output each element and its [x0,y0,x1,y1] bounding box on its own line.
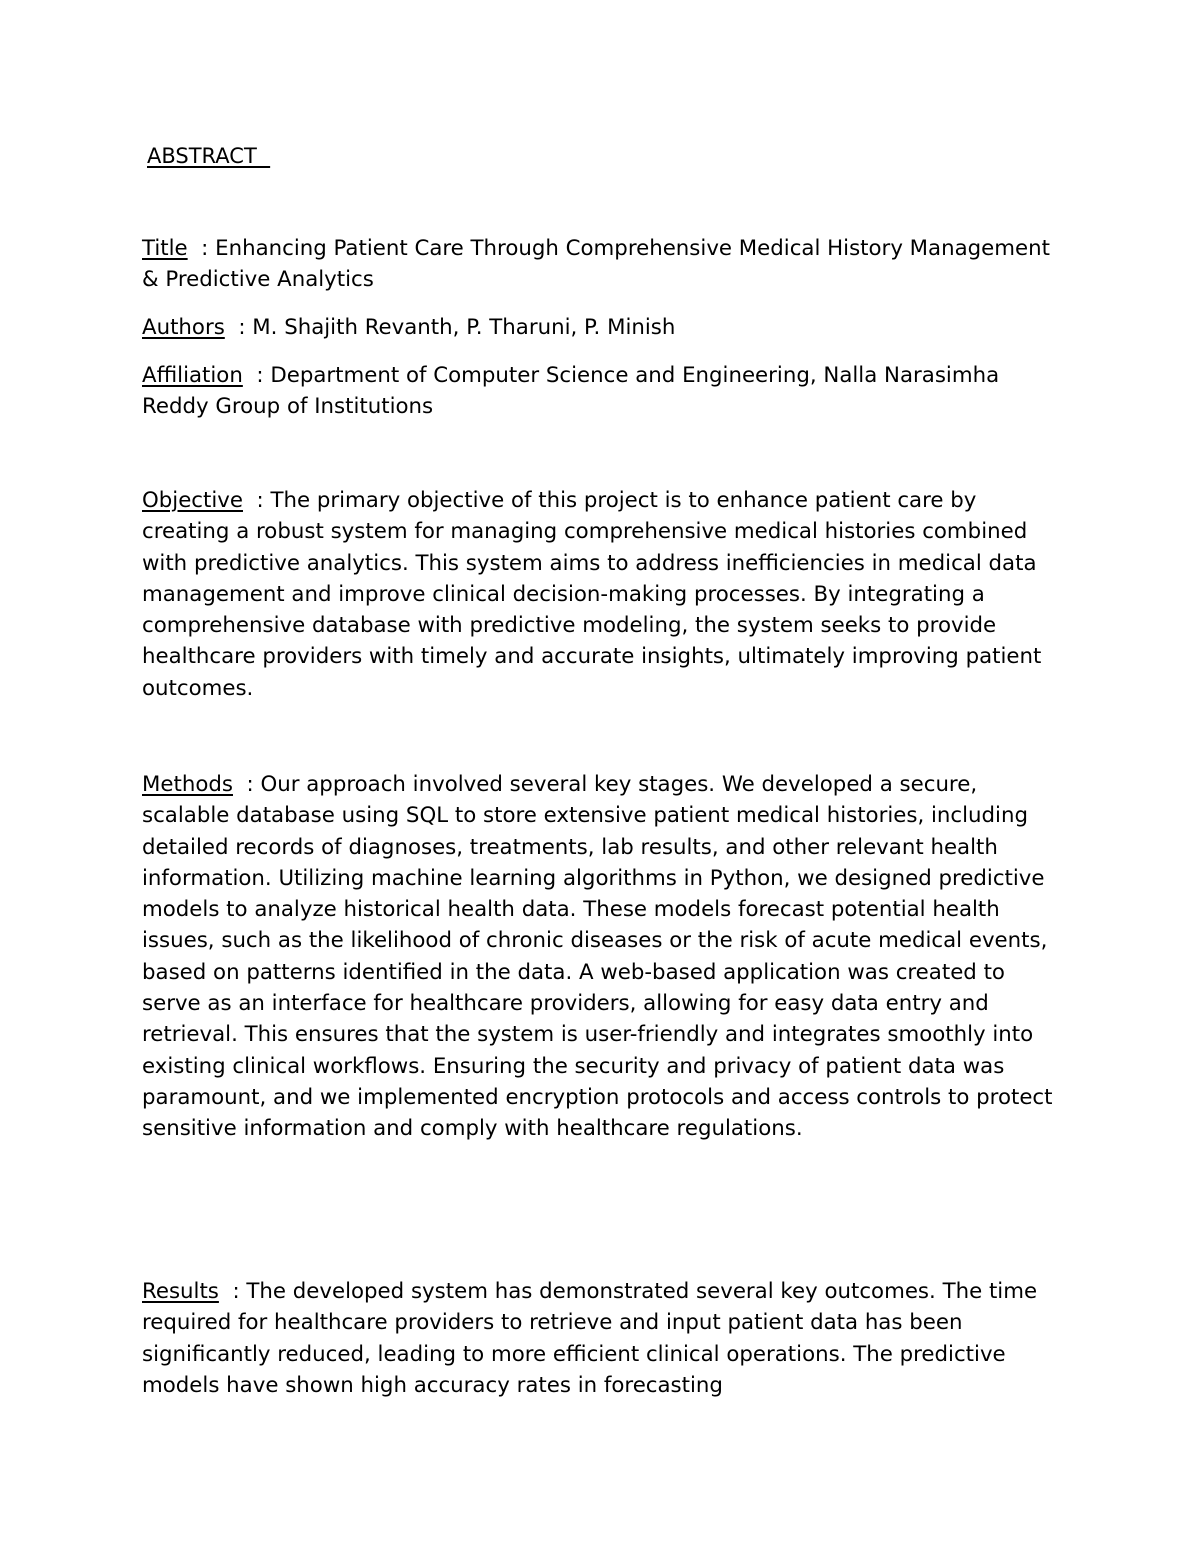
objective-label: Objective [142,488,243,513]
authors-field [142,312,1062,343]
methods-section [142,769,1062,1145]
title-separator: : [187,236,216,261]
authors-label: Authors [142,315,225,340]
results-separator: : [218,1279,247,1304]
affiliation-field [142,360,1062,423]
affiliation-separator: : [242,363,271,388]
authors-separator: : [224,315,253,340]
affiliation-text: Department of Computer Science and Engineering, Nalla Narasimha Reddy Group of Institutions [142,363,1000,420]
results-section [142,1276,1062,1401]
methods-text: Our approach involved several key stages. We developed a secure, scalable database using SQL to store extensive patient medical histories, including detailed records of diagnoses, treatments, lab results, and other relevant health information. Utilizing machine learning algorithms in Python, we designed predictive models to analyze historical health data. These models forecast potential health issues, such as the likelihood of chronic diseases or the risk of acute medical events, based on patterns identified in the data. A web-based application was created to serve as an interface for healthcare providers, allowing for easy data entry and retrieval. This ensures that the system is user-friendly and integrates smoothly into existing clinical workflows. Ensuring the security and privacy of patient data was paramount, and we implemented encryption protocols and access controls to protect sensitive information and comply with healthcare regulations. [142,772,1053,1142]
methods-separator: : [232,772,261,797]
results-text: The developed system has demonstrated several key outcomes. The time required for healthcare providers to retrieve and input patient data has been significantly reduced, leading to more efficient clinical operations. The predictive models have shown high accuracy rates in forecasting [142,1279,1038,1398]
title-label: Title [142,236,188,261]
results-label: Results [142,1279,219,1304]
objective-text: The primary objective of this project is to enhance patient care by creating a robust system for managing comprehensive medical histories combined with predictive analytics. This system aims to address inefficiencies in medical data management and improve clinical decision-making processes. By integrating a comprehensive database with predictive modeling, the system seeks to provide healthcare providers with timely and accurate insights, ultimately improving patient outcomes. [142,488,1042,701]
affiliation-label: Affiliation [142,363,243,388]
abstract-heading: ABSTRACT [147,144,271,168]
title-text: Enhancing Patient Care Through Comprehensive Medical History Management & Predictive Analytics [142,236,1050,293]
objective-section [142,485,1062,704]
authors-text: M. Shajith Revanth, P. Tharuni, P. Minish [252,315,676,340]
objective-separator: : [242,488,271,513]
methods-label: Methods [142,772,233,797]
title-field [142,233,1062,296]
